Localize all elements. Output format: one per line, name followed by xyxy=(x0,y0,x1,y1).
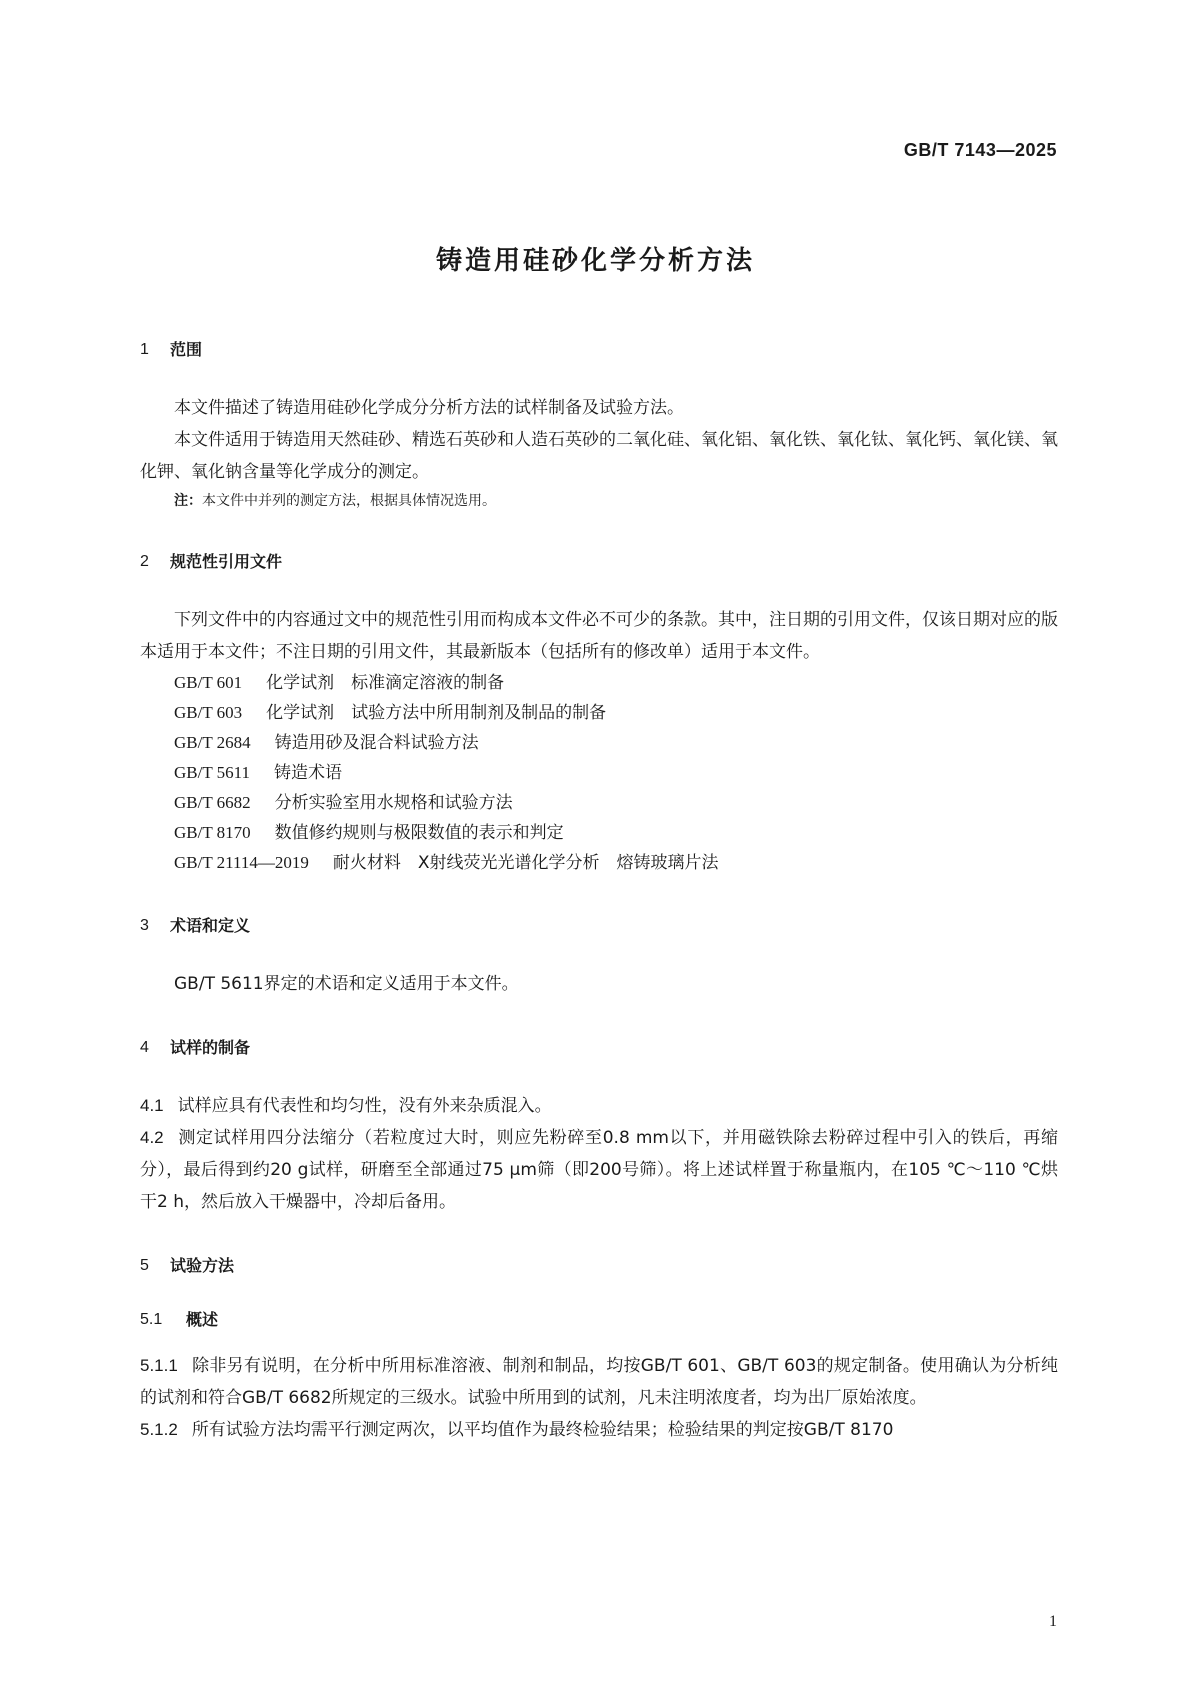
reference-item xyxy=(140,668,1058,698)
reference-code: GB/T 6682 xyxy=(174,793,251,812)
clause-number: 4.1 xyxy=(140,1096,164,1115)
clause-number: 5.1.2 xyxy=(140,1420,178,1439)
clause-5-1-1 xyxy=(140,1350,1058,1414)
section-title: 试样的制备 xyxy=(170,1038,251,1057)
clause-number: 4.2 xyxy=(140,1128,164,1147)
note xyxy=(140,488,1058,514)
reference-item xyxy=(140,758,1058,788)
section-number: 4 xyxy=(140,1039,149,1056)
subsection-title: 概述 xyxy=(186,1310,219,1329)
reference-code: GB/T 2684 xyxy=(174,733,251,752)
clause-4-1 xyxy=(140,1090,1058,1122)
subsection-number: 5.1 xyxy=(140,1311,163,1328)
reference-item xyxy=(140,818,1058,848)
reference-title: 铸造术语 xyxy=(274,763,343,783)
reference-title: 数值修约规则与极限数值的表示和判定 xyxy=(274,823,564,843)
reference-code: GB/T 601 xyxy=(174,673,243,692)
clause-4-2 xyxy=(140,1122,1058,1218)
page-number: 1 xyxy=(1049,1613,1057,1630)
clause-text: 试样应具有代表性和均匀性，没有外来杂质混入。 xyxy=(177,1096,552,1116)
reference-item xyxy=(140,698,1058,728)
section-title: 试验方法 xyxy=(170,1256,235,1275)
reference-code: GB/T 21114—2019 xyxy=(174,853,309,872)
paragraph: 本文件适用于铸造用天然硅砂、精选石英砂和人造石英砂的二氧化硅、氧化铝、氧化铁、氧化钛、氧化钙、氧化镁、氧化钾、氧化钠含量等化学成分的测定。 xyxy=(140,430,1058,482)
clause-number: 5.1.1 xyxy=(140,1356,178,1375)
section-number: 3 xyxy=(140,917,149,934)
section-number: 5 xyxy=(140,1257,149,1274)
paragraph: GB/T 5611界定的术语和定义适用于本文件。 xyxy=(174,974,519,994)
paragraph: 下列文件中的内容通过文中的规范性引用而构成本文件必不可少的条款。其中，注日期的引用文件，仅该日期对应的版本适用于本文件；不注日期的引用文件，其最新版本（包括所有的修改单）适用于本文件。 xyxy=(140,610,1058,662)
reference-item xyxy=(140,848,1058,878)
subsection-5-1-heading xyxy=(140,1308,1058,1332)
section-title: 规范性引用文件 xyxy=(170,552,283,571)
reference-title: 耐火材料 X射线荧光光谱化学分析 熔铸玻璃片法 xyxy=(332,853,719,873)
clause-text: 除非另有说明，在分析中所用标准溶液、制剂和制品，均按GB/T 601、GB/T 603的规定制备。使用确认为分析纯的试剂和符合GB/T 6682所规定的三级水。试验中所用到的试剂，凡未注明浓度者，均为出厂原始浓度。 xyxy=(140,1356,1058,1408)
section-5-heading xyxy=(140,1254,1058,1278)
section-title: 术语和定义 xyxy=(170,916,251,935)
reference-title: 化学试剂 试验方法中所用制剂及制品的制备 xyxy=(266,703,607,723)
reference-title: 分析实验室用水规格和试验方法 xyxy=(274,793,513,813)
note-label: 注： xyxy=(174,493,202,509)
reference-item xyxy=(140,728,1058,758)
reference-title: 铸造用砂及混合料试验方法 xyxy=(274,733,479,753)
reference-title: 化学试剂 标准滴定溶液的制备 xyxy=(266,673,505,693)
reference-item xyxy=(140,788,1058,818)
note-text: 本文件中并列的测定方法，根据具体情况选用。 xyxy=(202,493,496,509)
document-body xyxy=(140,338,1058,1446)
standard-number: GB/T 7143—2025 xyxy=(903,140,1057,160)
clause-text: 所有试验方法均需平行测定两次，以平均值作为最终检验结果；检验结果的判定按GB/T 8170 xyxy=(191,1420,894,1440)
reference-code: GB/T 8170 xyxy=(174,823,251,842)
clause-5-1-2 xyxy=(140,1414,1058,1446)
paragraph: 本文件描述了铸造用硅砂化学成分分析方法的试样制备及试验方法。 xyxy=(174,398,684,418)
section-3-heading xyxy=(140,914,1058,938)
section-1-heading xyxy=(140,338,1058,362)
reference-code: GB/T 603 xyxy=(174,703,243,722)
section-2-heading xyxy=(140,550,1058,574)
reference-code: GB/T 5611 xyxy=(174,763,251,782)
section-title: 范围 xyxy=(170,340,203,359)
document-title: 铸造用硅砂化学分析方法 xyxy=(435,246,755,276)
section-number: 1 xyxy=(140,341,149,358)
section-number: 2 xyxy=(140,553,149,570)
clause-text: 测定试样用四分法缩分（若粒度过大时，则应先粉碎至0.8 mm以下，并用磁铁除去粉碎过程中引入的铁后，再缩分），最后得到约20 g试样，研磨至全部通过75 μm筛（即200号筛）。将上述试样置于称量瓶内，在105 ℃～110 ℃烘干2 h，然后放入干燥器中，冷却后备用。 xyxy=(140,1128,1058,1212)
section-4-heading xyxy=(140,1036,1058,1060)
